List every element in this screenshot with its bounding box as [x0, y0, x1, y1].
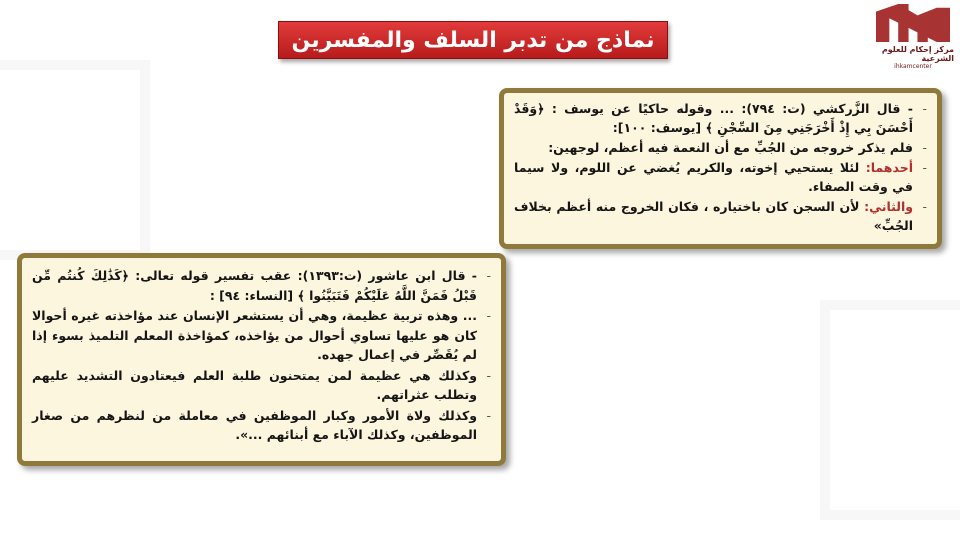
item-text: - قال الزَّركشي (ت: ٧٩٤): ... وقوله حاكيًا عن يوسف : ﴿وَقَدْ أَحْسَنَ بِي إِذْ أَخْرَجَنِي مِنَ السِّجْنِ ﴾ [يوسف: ١٠٠]:	[514, 101, 913, 135]
logo-caption: مركز إحكام للعلوم الشرعية	[881, 45, 954, 63]
slide-title: نماذج من تدبر السلف والمفسرين	[291, 27, 655, 53]
quote-box-zarkashi	[499, 88, 942, 249]
bullet-marker: -	[922, 160, 927, 175]
bullet-marker: -	[922, 101, 927, 116]
item-text: لأن السجن كان باختياره ، فكان الخروج منه أعظم بخلاف الجُبِّ»	[514, 199, 913, 233]
item-text: فلم يذكر خروجه من الجُبِّ مع أن النعمة فيه أعظم، لوجهين:	[548, 140, 913, 155]
list-item	[32, 406, 491, 445]
item-text: لئلا يستحيي إخوته، والكريم يُغضي عن اللوم، ولا سيما في وقت الصفاء.	[514, 160, 913, 194]
item-text: - قال ابن عاشور (ت:١٣٩٣): عقب تفسير قوله تعالى: ﴿كَذَٰلِكَ كُنتُم مِّن قَبْلُ فَمَنَّ اللَّهُ عَلَيْكُمْ فَتَبَيَّنُوا ﴾ [النساء: ٩٤] :	[32, 268, 477, 303]
bullet-marker: -	[486, 407, 491, 423]
bullet-marker: -	[486, 308, 491, 323]
list-item	[32, 266, 491, 305]
item-text: وكذلك ولاة الأمور وكبار الموظفين في معاملة من لنظرهم من صغار الموظفين، وكذلك الآباء مع أبنائهم ...».	[32, 407, 477, 442]
item-text: ... وهذه تربية عظيمة، وهي أن يستشعر الإنسان عند مؤاخذته غيره أحوالا كان هو عليها تساوي أحوال من يؤاخذه، كمؤاخذة المعلم التلميذ بسوء إذا لم يُقَصِّر في إعمال جهده.	[32, 308, 477, 362]
quote-list	[32, 266, 491, 445]
list-item	[514, 197, 927, 235]
bullet-marker: -	[486, 268, 491, 283]
quote-list	[514, 99, 927, 235]
list-item	[32, 306, 491, 365]
background-pattern-left	[0, 60, 150, 260]
item-lead: أحدهما:	[865, 160, 913, 175]
list-item	[514, 158, 927, 196]
bullet-marker: -	[486, 367, 491, 383]
slide-title-banner	[278, 21, 668, 59]
quote-box-ibn-ashur	[17, 253, 506, 466]
bullet-marker: -	[922, 199, 927, 214]
logo-subcaption: ihkamcenter	[894, 63, 932, 70]
brand-logo	[872, 4, 954, 70]
background-pattern-right	[820, 300, 960, 520]
list-item	[32, 366, 491, 405]
item-lead: والثاني:	[864, 199, 913, 214]
bullet-marker: -	[922, 140, 927, 155]
item-text: وكذلك هي عظيمة لمن يمتحنون طلبة العلم فيعتادون التشديد عليهم وتطلب عثراتهم.	[32, 367, 477, 402]
list-item	[514, 99, 927, 137]
list-item	[514, 138, 927, 157]
logo-icon	[876, 4, 950, 42]
